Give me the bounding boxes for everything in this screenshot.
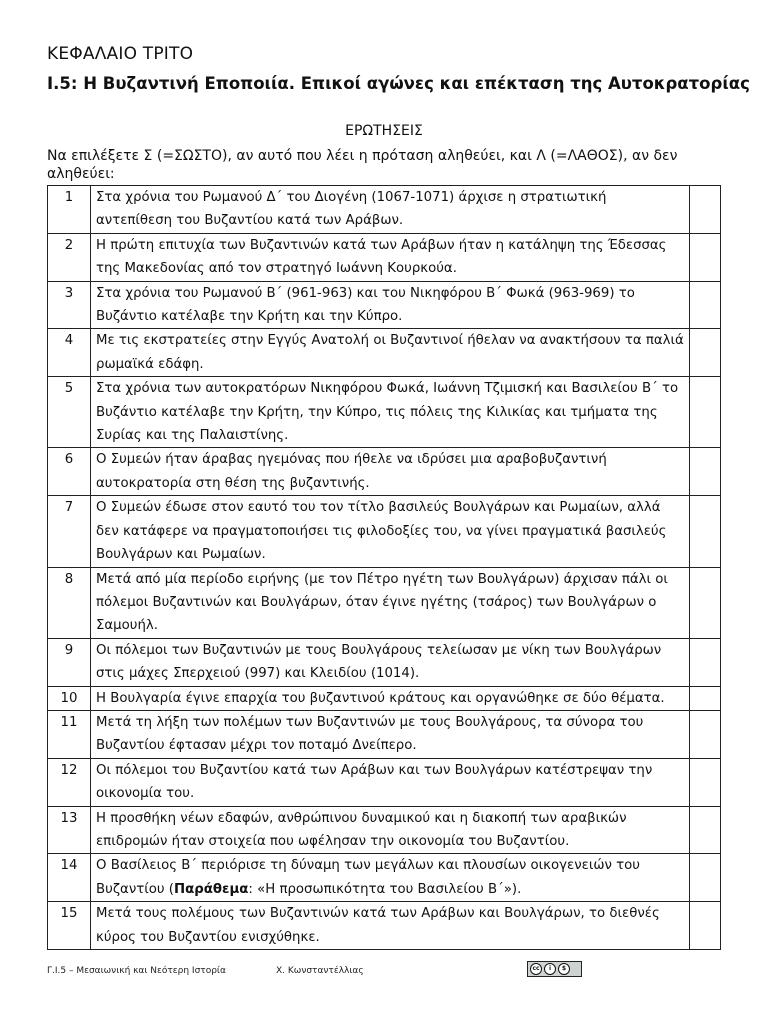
answer-cell[interactable] bbox=[690, 638, 721, 686]
question-text: Στα χρόνια του Ρωμανού Δ΄ του Διογένη (1067-1071) άρχισε η στρατιωτική αντεπίθεση του Βυζαντίου κατά των Αράβων. bbox=[91, 186, 690, 234]
answer-cell[interactable] bbox=[690, 448, 721, 496]
answer-cell[interactable] bbox=[690, 902, 721, 950]
question-row bbox=[48, 806, 721, 854]
question-row bbox=[48, 377, 721, 448]
question-row bbox=[48, 567, 721, 638]
answer-cell[interactable] bbox=[690, 686, 721, 710]
answer-cell[interactable] bbox=[690, 329, 721, 377]
nc-icon: $ bbox=[558, 963, 570, 975]
question-text: Με τις εκστρατείες στην Εγγύς Ανατολή οι Βυζαντινοί ήθελαν να ανακτήσουν τα παλιά ρωμαϊκά εδάφη. bbox=[91, 329, 690, 377]
by-icon: i bbox=[544, 963, 556, 975]
questions-heading: ΕΡΩΤΗΣΕΙΣ bbox=[345, 123, 423, 139]
question-row bbox=[48, 281, 721, 329]
question-row bbox=[48, 329, 721, 377]
question-text: Μετά τους πολέμους των Βυζαντινών κατά των Αράβων και Βουλγάρων, το διεθνές κύρος του Βυζαντίου ενισχύθηκε. bbox=[91, 902, 690, 950]
question-number: 1 bbox=[48, 186, 91, 234]
instructions: Να επιλέξετε Σ (=ΣΩΣΤΟ), αν αυτό που λέει η πρόταση αληθεύει, και Λ (=ΛΑΘΟΣ), αν δεν αληθεύει: bbox=[47, 148, 678, 182]
question-number: 5 bbox=[48, 377, 91, 448]
question-number: 12 bbox=[48, 758, 91, 806]
question-row bbox=[48, 686, 721, 710]
question-text: Στα χρόνια των αυτοκρατόρων Νικηφόρου Φωκά, Ιωάννη Τζιμισκή και Βασιλείου Β΄ το Βυζάντιο κατέλαβε την Κρήτη, την Κύπρο, τις πόλεις της Κιλικίας και τμήματα της Συρίας και της Παλαιστίνης. bbox=[91, 377, 690, 448]
question-number: 3 bbox=[48, 281, 91, 329]
footer-course: Γ.Ι.5 – Μεσαιωνική και Νεότερη Ιστορία bbox=[47, 966, 226, 976]
question-number: 8 bbox=[48, 567, 91, 638]
question-text: Μετά από μία περίοδο ειρήνης (με τον Πέτρο ηγέτη των Βουλγάρων) άρχισαν πάλι οι πόλεμοι Βυζαντινών και Βουλγάρων, όταν έγινε ηγέτης (τσάρος) των Βουλγάρων ο Σαμουήλ. bbox=[91, 567, 690, 638]
question-text: Ο Συμεών ήταν άραβας ηγεμόνας που ήθελε να ιδρύσει μια αραβοβυζαντινή αυτοκρατορία στη θέση της βυζαντινής. bbox=[91, 448, 690, 496]
question-text: Η Βουλγαρία έγινε επαρχία του βυζαντινού κράτους και οργανώθηκε σε δύο θέματα. bbox=[91, 686, 690, 710]
excerpt-label: Παράθεμα bbox=[174, 881, 249, 897]
question-row bbox=[48, 902, 721, 950]
question-text: Ο Συμεών έδωσε στον εαυτό του τον τίτλο βασιλεύς Βουλγάρων και Ρωμαίων, αλλά δεν κατάφερε να πραγματοποιήσει τις φιλοδοξίες του, να γίνει πραγματικά βασιλεύς Βουλγάρων και Ρωμαίων. bbox=[91, 496, 690, 567]
question-number: 7 bbox=[48, 496, 91, 567]
question-number: 13 bbox=[48, 806, 91, 854]
question-text: Οι πόλεμοι των Βυζαντινών με τους Βουλγάρους τελείωσαν με νίκη των Βουλγάρων στις μάχες Σπερχειού (997) και Κλειδίου (1014). bbox=[91, 638, 690, 686]
answer-cell[interactable] bbox=[690, 186, 721, 234]
lesson-title: Ι.5: Η Βυζαντινή Εποποιία. Επικοί αγώνες και επέκταση της Αυτοκρατορίας bbox=[47, 74, 750, 93]
questions-table bbox=[47, 185, 721, 950]
chapter-title: ΚΕΦΑΛΑΙΟ ΤΡΙΤΟ bbox=[47, 44, 194, 64]
question-text bbox=[91, 854, 690, 902]
question-row bbox=[48, 758, 721, 806]
question-row bbox=[48, 448, 721, 496]
question-number: 10 bbox=[48, 686, 91, 710]
question-row bbox=[48, 854, 721, 902]
question-row bbox=[48, 496, 721, 567]
footer-author: Χ. Κωνσταντέλλιας bbox=[276, 966, 364, 976]
question-number: 2 bbox=[48, 233, 91, 281]
question-number: 15 bbox=[48, 902, 91, 950]
cc-icon: cc bbox=[530, 963, 542, 975]
question-row bbox=[48, 710, 721, 758]
answer-cell[interactable] bbox=[690, 567, 721, 638]
answer-cell[interactable] bbox=[690, 758, 721, 806]
question-text-part: Ο Βασίλειος Β΄ περιόρισε τη δύναμη των μεγάλων και πλουσίων οικογενειών του Βυζαντίου ( bbox=[96, 858, 640, 897]
answer-cell[interactable] bbox=[690, 281, 721, 329]
question-number: 11 bbox=[48, 710, 91, 758]
question-text: Οι πόλεμοι του Βυζαντίου κατά των Αράβων και των Βουλγάρων κατέστρεψαν την οικονομία του. bbox=[91, 758, 690, 806]
question-row bbox=[48, 186, 721, 234]
question-number: 4 bbox=[48, 329, 91, 377]
answer-cell[interactable] bbox=[690, 806, 721, 854]
answer-cell[interactable] bbox=[690, 854, 721, 902]
cc-license-badge[interactable] bbox=[527, 961, 582, 977]
question-number: 14 bbox=[48, 854, 91, 902]
question-text: Μετά τη λήξη των πολέμων των Βυζαντινών με τους Βουλγάρους, τα σύνορα του Βυζαντίου έφτασαν μέχρι τον ποταμό Δνείπερο. bbox=[91, 710, 690, 758]
question-text-part: : «Η προσωπικότητα του Βασιλείου Β΄»). bbox=[248, 881, 522, 897]
answer-cell[interactable] bbox=[690, 496, 721, 567]
answer-cell[interactable] bbox=[690, 710, 721, 758]
question-row bbox=[48, 638, 721, 686]
question-text: Η πρώτη επιτυχία των Βυζαντινών κατά των Αράβων ήταν η κατάληψη της Έδεσσας της Μακεδονίας από τον στρατηγό Ιωάννη Κουρκούα. bbox=[91, 233, 690, 281]
question-text: Στα χρόνια του Ρωμανού Β΄ (961-963) και του Νικηφόρου Β΄ Φωκά (963-969) το Βυζάντιο κατέλαβε την Κρήτη και την Κύπρο. bbox=[91, 281, 690, 329]
answer-cell[interactable] bbox=[690, 377, 721, 448]
question-row bbox=[48, 233, 721, 281]
question-number: 9 bbox=[48, 638, 91, 686]
answer-cell[interactable] bbox=[690, 233, 721, 281]
question-text: Η προσθήκη νέων εδαφών, ανθρώπινου δυναμικού και η διακοπή των αραβικών επιδρομών ήταν στοιχεία που ωφέλησαν την οικονομία του Βυζαντίου. bbox=[91, 806, 690, 854]
question-number: 6 bbox=[48, 448, 91, 496]
